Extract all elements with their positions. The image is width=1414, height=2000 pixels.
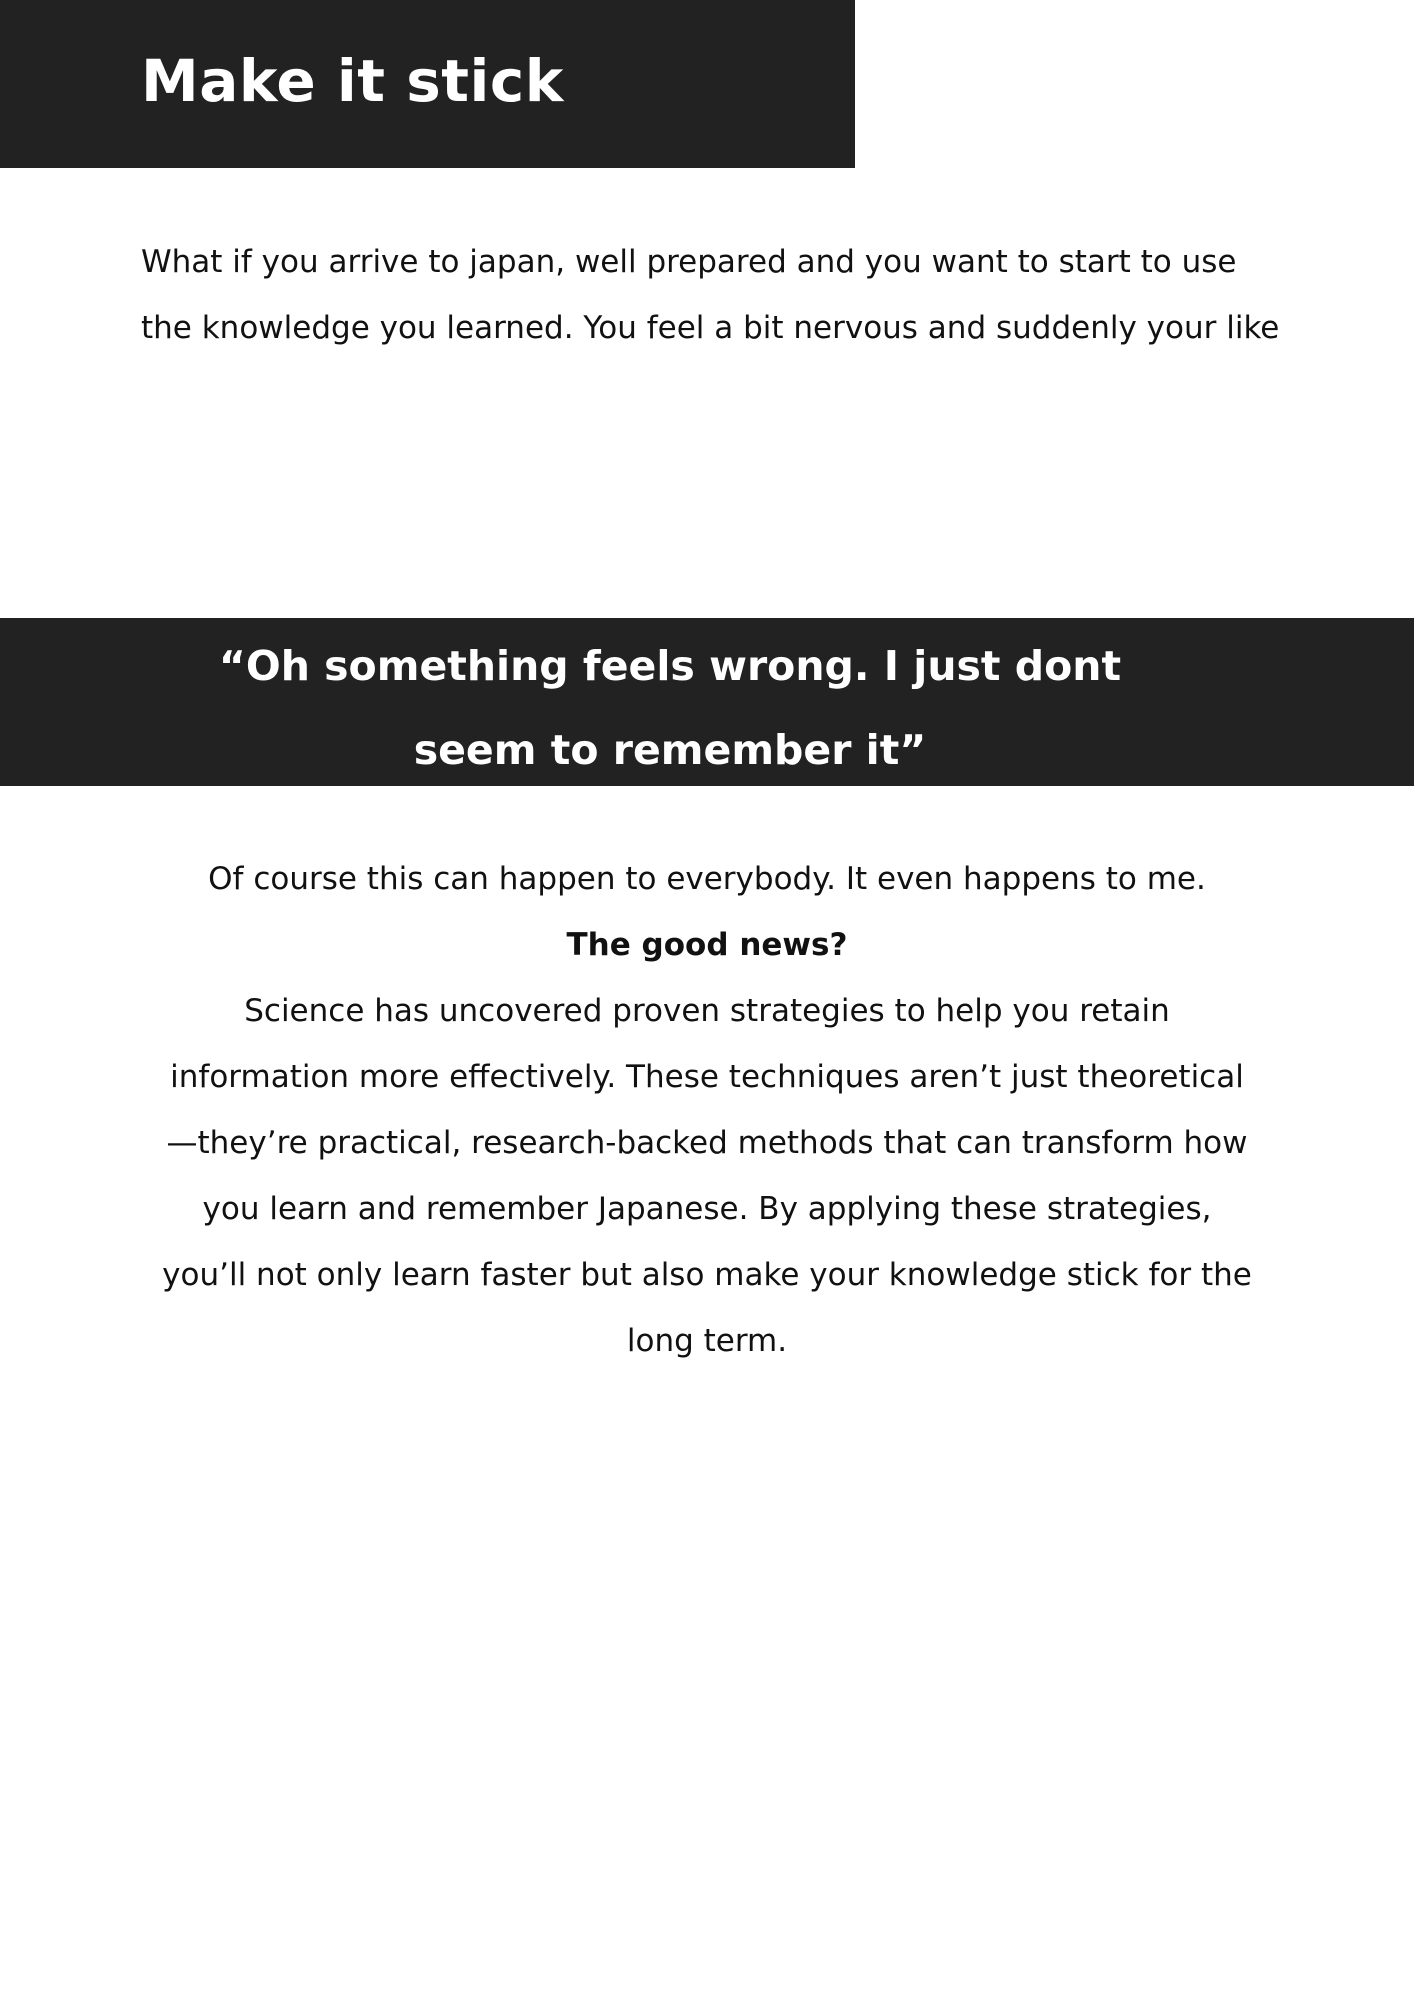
quote-text: “Oh something feels wrong. I just dont seem to remember it” bbox=[218, 642, 1122, 774]
good-news-heading: The good news? bbox=[566, 927, 848, 963]
intro-paragraph: What if you arrive to japan, well prepared and you want to start to use the knowledge you learned. You feel a bit nervous and suddenly your like bbox=[141, 244, 1280, 346]
page-title: Make it stick bbox=[141, 47, 564, 115]
body-paragraph: Science has uncovered proven strategies to help you retain information more effectively. These techniques aren’t just theoretical—they’re practical, research-backed methods that can transform how you learn and remember Japanese. By applying these strategies, you’ll not only learn faster but also make your knowledge stick for the long term. bbox=[162, 993, 1252, 1359]
body-opening-line: Of course this can happen to everybody. It even happens to me. bbox=[208, 861, 1206, 897]
body-section bbox=[160, 846, 1254, 1374]
